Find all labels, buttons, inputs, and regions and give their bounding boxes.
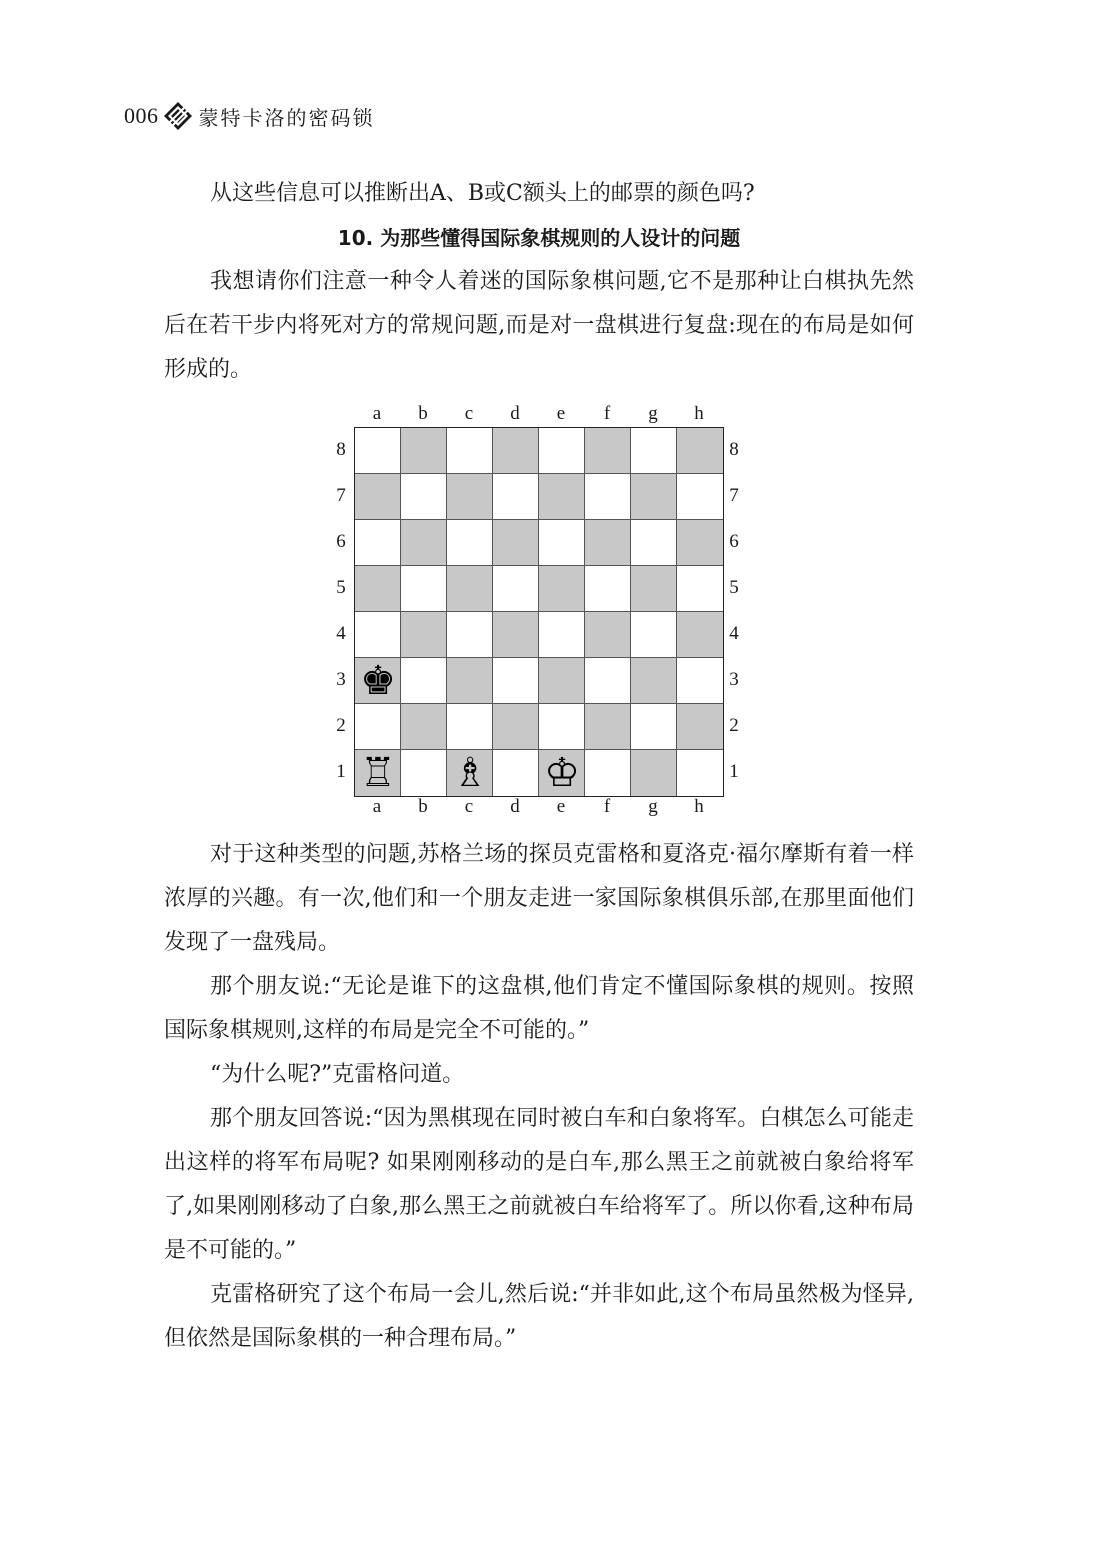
square-c6 bbox=[447, 520, 493, 566]
square-e6 bbox=[539, 520, 585, 566]
intro-line: 从这些信息可以推断出A、B或C额头上的邮票的颜色吗? bbox=[210, 181, 755, 206]
square-h6 bbox=[677, 520, 723, 566]
square-a2 bbox=[355, 704, 401, 750]
square-c3 bbox=[447, 658, 493, 704]
square-b2 bbox=[401, 704, 447, 750]
file-label-bottom-g: g bbox=[648, 796, 658, 817]
rank-label-left-7: 7 bbox=[336, 485, 346, 506]
file-label-bottom-e: e bbox=[556, 796, 566, 817]
square-a4 bbox=[355, 612, 401, 658]
square-e4 bbox=[539, 612, 585, 658]
rank-label-left-1: 1 bbox=[336, 761, 346, 782]
square-c1 bbox=[447, 750, 493, 796]
white-king-icon: ♔ bbox=[544, 750, 580, 796]
file-label-top-g: g bbox=[648, 403, 658, 424]
file-label-top-c: c bbox=[464, 403, 474, 424]
black-king-icon: ♚ bbox=[360, 658, 396, 704]
paragraph-craig-replies: 克雷格研究了这个布局一会儿,然后说:“并非如此,这个布局虽然极为怪异,但依然是国际象棋的一种合理布局。” bbox=[164, 1282, 914, 1351]
square-e8 bbox=[539, 428, 585, 474]
square-g7 bbox=[631, 474, 677, 520]
white-bishop-icon: ♗ bbox=[452, 750, 488, 796]
rank-label-left-3: 3 bbox=[336, 669, 346, 690]
page-header bbox=[124, 98, 375, 134]
square-f6 bbox=[585, 520, 631, 566]
file-label-bottom-b: b bbox=[418, 796, 428, 817]
rank-label-left-4: 4 bbox=[336, 623, 346, 644]
file-label-top-e: e bbox=[556, 403, 566, 424]
square-g5 bbox=[631, 566, 677, 612]
square-g6 bbox=[631, 520, 677, 566]
square-h2 bbox=[677, 704, 723, 750]
file-label-top-d: d bbox=[510, 403, 520, 424]
square-d7 bbox=[493, 474, 539, 520]
square-a5 bbox=[355, 566, 401, 612]
square-a7 bbox=[355, 474, 401, 520]
paragraph-craig: 对于这种类型的问题,苏格兰场的探员克雷格和夏洛克·福尔摩斯有着一样浓厚的兴趣。有一次,他们和一个朋友走进一家国际象棋俱乐部,在那里面他们发现了一盘残局。 bbox=[164, 842, 914, 955]
square-a1 bbox=[355, 750, 401, 796]
bottom-text bbox=[164, 833, 914, 1361]
square-d3 bbox=[493, 658, 539, 704]
square-e2 bbox=[539, 704, 585, 750]
white-rook-icon: ♖ bbox=[360, 750, 396, 796]
square-d6 bbox=[493, 520, 539, 566]
square-f1 bbox=[585, 750, 631, 796]
rank-label-right-3: 3 bbox=[729, 669, 739, 690]
square-b5 bbox=[401, 566, 447, 612]
rank-label-right-5: 5 bbox=[729, 577, 739, 598]
square-h5 bbox=[677, 566, 723, 612]
square-g2 bbox=[631, 704, 677, 750]
rank-label-right-4: 4 bbox=[729, 623, 739, 644]
square-f2 bbox=[585, 704, 631, 750]
square-f5 bbox=[585, 566, 631, 612]
square-c5 bbox=[447, 566, 493, 612]
file-label-top-a: a bbox=[372, 403, 382, 424]
file-label-top-b: b bbox=[418, 403, 428, 424]
square-e7 bbox=[539, 474, 585, 520]
square-f8 bbox=[585, 428, 631, 474]
rank-label-left-5: 5 bbox=[336, 577, 346, 598]
square-h4 bbox=[677, 612, 723, 658]
file-label-bottom-c: c bbox=[464, 796, 474, 817]
file-label-bottom-f: f bbox=[603, 796, 611, 817]
paragraph-intro: 我想请你们注意一种令人着迷的国际象棋问题,它不是那种让白棋执先然后在若干步内将死对方的常规问题,而是对一盘棋进行复盘:现在的布局是如何形成的。 bbox=[164, 269, 914, 382]
square-g8 bbox=[631, 428, 677, 474]
square-b3 bbox=[401, 658, 447, 704]
file-label-top-f: f bbox=[603, 403, 611, 424]
square-b7 bbox=[401, 474, 447, 520]
square-a3 bbox=[355, 658, 401, 704]
rank-label-right-1: 1 bbox=[729, 761, 739, 782]
square-h8 bbox=[677, 428, 723, 474]
square-b4 bbox=[401, 612, 447, 658]
square-h3 bbox=[677, 658, 723, 704]
section-title: 10. 为那些懂得国际象棋规则的人设计的问题 bbox=[337, 226, 741, 250]
file-label-top-h: h bbox=[694, 403, 704, 424]
book-logo-icon bbox=[163, 101, 193, 131]
square-b8 bbox=[401, 428, 447, 474]
paragraph-why: “为什么呢?”克雷格问道。 bbox=[210, 1062, 465, 1087]
square-b1 bbox=[401, 750, 447, 796]
square-c4 bbox=[447, 612, 493, 658]
square-d4 bbox=[493, 612, 539, 658]
square-f3 bbox=[585, 658, 631, 704]
square-g1 bbox=[631, 750, 677, 796]
square-e1 bbox=[539, 750, 585, 796]
square-d2 bbox=[493, 704, 539, 750]
file-label-bottom-a: a bbox=[372, 796, 382, 817]
square-c2 bbox=[447, 704, 493, 750]
square-e3 bbox=[539, 658, 585, 704]
top-text bbox=[164, 172, 914, 392]
square-f4 bbox=[585, 612, 631, 658]
rank-label-right-7: 7 bbox=[729, 485, 739, 506]
square-d5 bbox=[493, 566, 539, 612]
square-b6 bbox=[401, 520, 447, 566]
paragraph-friend-says: 那个朋友说:“无论是谁下的这盘棋,他们肯定不懂国际象棋的规则。按照国际象棋规则,这样的布局是完全不可能的。” bbox=[164, 974, 914, 1043]
square-d1 bbox=[493, 750, 539, 796]
square-a8 bbox=[355, 428, 401, 474]
rank-label-right-8: 8 bbox=[729, 439, 739, 460]
square-c7 bbox=[447, 474, 493, 520]
square-g4 bbox=[631, 612, 677, 658]
paragraph-friend-answers: 那个朋友回答说:“因为黑棋现在同时被白车和白象将军。白棋怎么可能走出这样的将军布局呢? 如果刚刚移动的是白车,那么黑王之前就被白象给将军了,如果刚刚移动了白象,那么黑王之前就被白车给将军了。所以你看,这种布局是不可能的。” bbox=[164, 1106, 914, 1263]
rank-label-right-2: 2 bbox=[729, 715, 739, 736]
square-e5 bbox=[539, 566, 585, 612]
rank-label-right-6: 6 bbox=[729, 531, 739, 552]
square-h1 bbox=[677, 750, 723, 796]
rank-label-left-6: 6 bbox=[336, 531, 346, 552]
square-a6 bbox=[355, 520, 401, 566]
square-h7 bbox=[677, 474, 723, 520]
book-title: 蒙特卡洛的密码锁 bbox=[198, 105, 375, 130]
file-label-bottom-h: h bbox=[694, 796, 704, 817]
file-label-bottom-d: d bbox=[510, 796, 520, 817]
chess-board bbox=[354, 427, 724, 797]
square-d8 bbox=[493, 428, 539, 474]
square-f7 bbox=[585, 474, 631, 520]
rank-label-left-2: 2 bbox=[336, 715, 346, 736]
rank-label-left-8: 8 bbox=[336, 439, 346, 460]
page-number: 006 bbox=[124, 103, 159, 128]
square-g3 bbox=[631, 658, 677, 704]
square-c8 bbox=[447, 428, 493, 474]
